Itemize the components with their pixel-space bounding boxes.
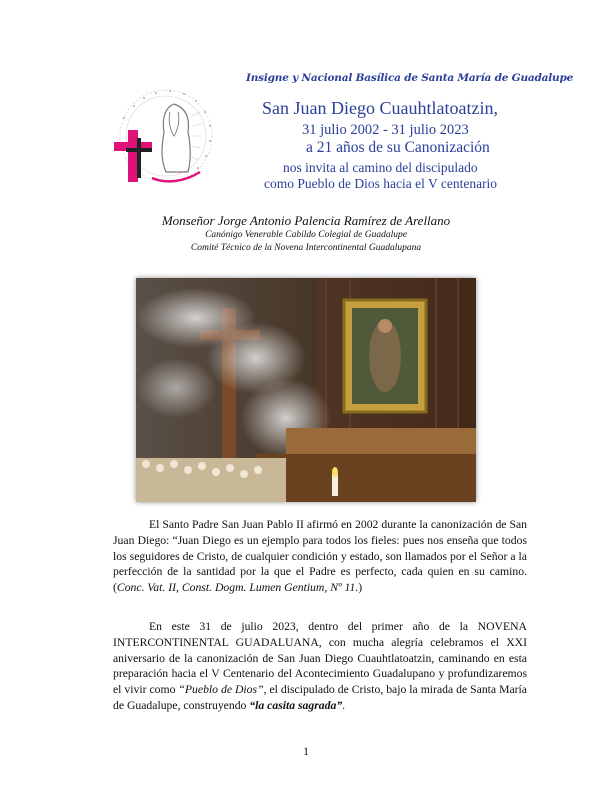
paragraph-2-end: .: [342, 698, 346, 712]
altar-photo-illustration: [136, 278, 476, 502]
basilica-altar-photo: [136, 278, 476, 502]
title-line-1: San Juan Diego Cuauhtlatoatzin,: [262, 98, 498, 118]
author-role-2: Comité Técnico de la Novena Intercontinental Guadalupana: [190, 243, 422, 253]
author-name: Monseñor Jorge Antonio Palencia Ramírez de Arellano: [161, 213, 451, 228]
title-line-5: como Pueblo de Dios hacia el V centenario: [264, 176, 498, 191]
paragraph-2-emphasis-2: “la casita sagrada”: [249, 698, 343, 712]
page-number: 1: [303, 744, 309, 758]
paragraph-2: [113, 619, 527, 714]
paragraph-1-close: ): [358, 581, 363, 595]
title-line-2: 31 julio 2002 - 31 julio 2023: [302, 122, 469, 138]
institution-header: Insigne y Nacional Basílica de Santa María de Guadalupe: [246, 72, 574, 84]
paragraph-1-text: El Santo Padre San Juan Pablo II afirmó en 2002 durante la canonización de San Juan Diego: “Juan Diego es un ejemplo para todos los fieles: pues nos enseña que todos los seguidores de Cristo, de cualquier condición y estado, son llamados por el Señor a la perfección de la santidad por la que el Padre es perfecto, cada quien en su camino. (: [113, 518, 527, 595]
title-line-3: a 21 años de su Canonización: [306, 139, 490, 156]
paragraph-2-text: En este 31 de julio 2023, dentro del primer año de la NOVENA INTERCONTINENTAL GUADALUANA, con mucha alegría celebramos el XXI aniversario de la canonización de San Juan Diego Cuauhtlatoatzin, caminando en esta preparación hacia el V Centenario del Acontecimiento Guadalupano y profundizaremos el vivir como: [113, 620, 527, 697]
paragraph-1-citation: Conc. Vat. II, Const. Dogm. Lumen Gentium, Nº 11.: [116, 581, 359, 595]
paragraph-1: [113, 517, 527, 596]
paragraph-2-emphasis-1: “Pueblo de Dios”: [178, 683, 264, 697]
author-role-1: Canónigo Venerable Cabildo Colegial de Guadalupe: [205, 230, 407, 240]
paragraph-2-mid: , el discipulado de Cristo, bajo la mirada de Santa María de Guadalupe, construyendo: [113, 683, 527, 712]
basilica-logo: [104, 86, 236, 192]
title-line-4: nos invita al camino del discipulado: [283, 160, 478, 175]
